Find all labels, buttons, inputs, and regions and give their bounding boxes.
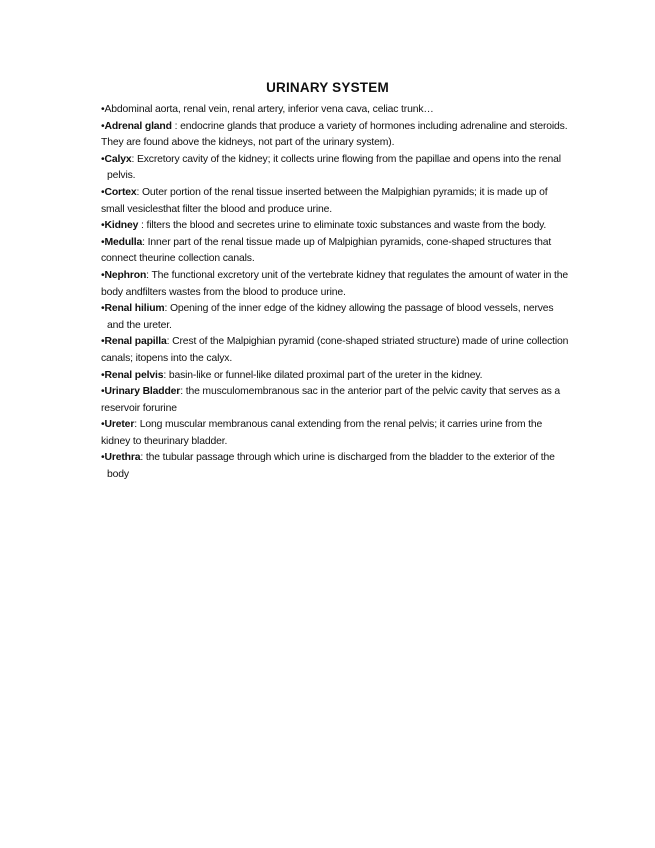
glossary-term: Renal pelvis [104, 369, 164, 381]
glossary-definition: Excretory cavity of the kidney; it collects urine flowing from the papillae and opens into the renal pelvis. [107, 153, 561, 182]
glossary-entry-vessels [101, 102, 571, 119]
bullet-icon: • [101, 153, 105, 165]
glossary-separator: : [146, 269, 152, 281]
glossary-term: Ureter [104, 419, 135, 431]
glossary-term: Kidney [104, 220, 139, 232]
glossary-separator: : [138, 220, 147, 232]
glossary-term: Urinary Bladder [104, 386, 181, 398]
bullet-icon: • [101, 386, 105, 398]
glossary-definition: the musculomembranous sac in the anterior part of the pelvic cavity that serves as a reservoir forurine [101, 386, 561, 414]
bullet-icon: • [101, 303, 105, 315]
bullet-icon: • [101, 104, 105, 115]
bullet-icon: • [101, 269, 105, 281]
glossary-term: Nephron [104, 269, 147, 281]
bullet-icon: • [101, 186, 105, 198]
glossary-definition: Long muscular membranous canal extending from the renal pelvis; it carries urine from the kidney to theurinary bladder. [101, 419, 543, 447]
glossary-term: Cortex [104, 186, 137, 198]
glossary-definition: filters the blood and secretes urine to eliminate toxic substances and waste from the body. [146, 220, 547, 232]
glossary-separator: : [142, 236, 148, 248]
glossary-term: Calyx [104, 153, 132, 165]
glossary-entry-urethra [101, 450, 571, 483]
glossary-separator: : [171, 120, 181, 132]
glossary-definition: basin-like or funnel-like dilated proximal part of the ureter in the kidney. [168, 369, 483, 381]
bullet-icon: • [101, 220, 105, 232]
glossary-definition: Opening of the inner edge of the kidney allowing the passage of blood vessels, nerves and the ureter. [107, 303, 554, 331]
glossary-definition: Crest of the Malpighian pyramid (cone-shaped striated structure) made of urine collection canals; itopens into the calyx. [101, 336, 569, 364]
glossary-definition: Inner part of the renal tissue made up of Malpighian pyramids, cone-shaped structures that connect theurine collection canals. [101, 236, 552, 265]
glossary-entry-renal-pelvis [101, 368, 571, 385]
glossary-entry-adrenal-gland [101, 119, 571, 152]
glossary-term: Renal hilium [104, 303, 165, 315]
glossary-term: Renal papilla [104, 336, 167, 348]
glossary-definition: Outer portion of the renal tissue inserted between the Malpighian pyramids; it is made up of small vesiclesthat filter the blood and produce urine. [101, 186, 548, 215]
glossary-entry-renal-hilium [101, 301, 571, 334]
glossary-definition: endocrine glands that produce a variety of hormones including adrenaline and steroids. They are found above the kidneys, not part of the urinary system). [101, 120, 568, 149]
glossary-separator: : [163, 369, 169, 381]
glossary-separator: : [180, 386, 186, 398]
bullet-icon: • [101, 120, 105, 132]
glossary-separator: : [136, 186, 142, 198]
glossary-entry-ureter [101, 417, 571, 450]
glossary-definition: the tubular passage through which urine is discharged from the bladder to the exterior of the body [107, 452, 555, 481]
glossary-entry-kidney [101, 218, 571, 235]
glossary-entry-calyx [101, 152, 571, 185]
glossary-term: Medulla [104, 236, 143, 248]
page-title: URINARY SYSTEM [266, 80, 389, 95]
bullet-icon: • [101, 336, 105, 348]
bullet-icon: • [101, 452, 105, 464]
glossary-entry-urinary-bladder [101, 384, 571, 417]
glossary-term: Adrenal gland [104, 120, 172, 132]
glossary-entry-renal-papilla [101, 334, 571, 367]
glossary-definition: Abdominal aorta, renal vein, renal artery, inferior vena cava, celiac trunk… [104, 104, 434, 115]
glossary-separator: : [166, 336, 173, 348]
glossary-list [101, 102, 571, 484]
glossary-separator: : [140, 452, 146, 464]
glossary-entry-cortex [101, 185, 571, 218]
glossary-entry-nephron [101, 268, 571, 301]
bullet-icon: • [101, 236, 105, 248]
glossary-entry-medulla [101, 235, 571, 268]
glossary-separator: : [131, 153, 137, 165]
glossary-definition: The functional excretory unit of the vertebrate kidney that regulates the amount of water in the body andfilters wastes from the blood to produce urine. [101, 269, 568, 298]
bullet-icon: • [101, 369, 105, 381]
glossary-separator: : [134, 419, 140, 431]
glossary-separator: : [164, 303, 170, 315]
glossary-term: Urethra [104, 452, 141, 464]
bullet-icon: • [101, 419, 105, 431]
